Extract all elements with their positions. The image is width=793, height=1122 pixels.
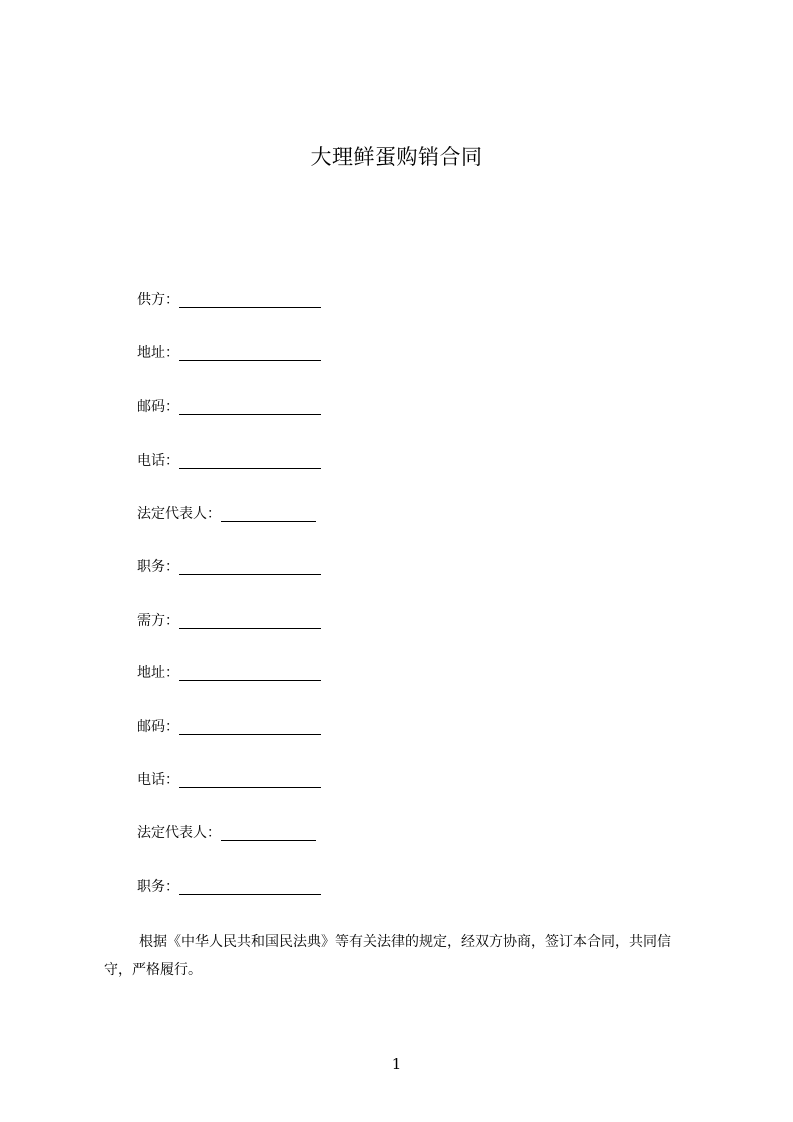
field-supplier-legal-rep	[137, 503, 316, 525]
blank-line	[179, 878, 321, 895]
field-supplier-postcode	[137, 396, 321, 418]
document-title: 大理鲜蛋购销合同	[310, 145, 483, 169]
blank-line	[179, 612, 321, 629]
blank-line	[221, 824, 316, 841]
field-buyer-phone	[137, 769, 321, 791]
field-label: 邮码：	[137, 719, 179, 735]
field-supplier-phone	[137, 450, 321, 472]
field-buyer	[137, 610, 321, 632]
field-label: 法定代表人：	[137, 506, 221, 522]
field-label: 职务：	[137, 559, 179, 575]
field-supplier-position	[137, 556, 321, 578]
field-buyer-postcode	[137, 716, 321, 738]
page-number: 1	[391, 1055, 402, 1073]
field-buyer-position	[137, 876, 321, 898]
blank-line	[221, 505, 316, 522]
blank-line	[179, 718, 321, 735]
field-label: 电话：	[137, 453, 179, 469]
field-label: 地址：	[137, 345, 179, 361]
field-label: 法定代表人：	[137, 825, 221, 841]
blank-line	[179, 291, 321, 308]
field-label: 需方：	[137, 613, 179, 629]
field-supplier-address	[137, 342, 321, 364]
preamble-paragraph	[104, 928, 696, 984]
field-label: 职务：	[137, 879, 179, 895]
preamble-text: 根据《中华人民共和国民法典》等有关法律的规定，经双方协商，签订本合同，共同信守，严格履行。	[104, 934, 671, 978]
field-label: 邮码：	[137, 399, 179, 415]
field-label: 供方：	[137, 292, 179, 308]
blank-line	[179, 558, 321, 575]
blank-line	[179, 664, 321, 681]
field-label: 电话：	[137, 772, 179, 788]
field-buyer-legal-rep	[137, 822, 316, 844]
field-buyer-address	[137, 662, 321, 684]
blank-line	[179, 398, 321, 415]
field-label: 地址：	[137, 665, 179, 681]
blank-line	[179, 344, 321, 361]
blank-line	[179, 771, 321, 788]
field-supplier	[137, 289, 321, 311]
blank-line	[179, 452, 321, 469]
